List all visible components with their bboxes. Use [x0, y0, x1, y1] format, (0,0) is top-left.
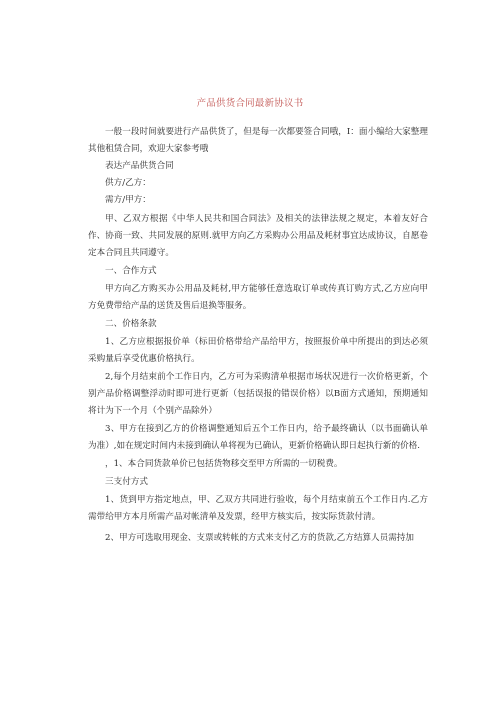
price-clause-4: ，1、本合同货款单价已包括货物移交至甲方所需的一切税费。: [105, 459, 343, 469]
section-heading-cooperation: 一、合作方式: [105, 266, 157, 276]
buyer-party-line: 需方/甲方：: [105, 195, 151, 205]
intro-paragraph: 一般一段时间就要进行产品供货了，但是每一次都要签合同哦，I：面小编给大家整理其他租赁合同，欢迎大家参考哦: [88, 127, 428, 154]
heading-contract-name: 表达产品供货合同: [105, 161, 174, 171]
section-heading-payment: 三支付方式: [105, 477, 148, 487]
supplier-party-line: 供方/乙方：: [105, 178, 151, 188]
preamble-paragraph: 甲、乙双方根据《中华人民共和国合同法》及相关的法律法规之规定，本着友好合作、协商一致、共同发展的原则.就甲方向乙方采购办公用品及耗材事宜达成协议，自愿卷定本合同且共同遵守。: [88, 214, 428, 258]
price-clause-3: 3、甲方在接到乙方的价格调整通知后五个工作日内，给予最终确认（以书面确认单为准）,如在规定时间内未接到确认单将视为已确认，更新价格确认即日起执行新的价格.: [88, 424, 428, 451]
payment-clause-2: 2、甲方可选取用现金、支票或转帐的方式来支付乙方的货款,乙方结算人员需持加: [105, 533, 414, 543]
section-heading-price: 二、价格条款: [105, 319, 157, 329]
payment-clause-1: 1、货到甲方指定地点，甲、乙双方共同进行验收，每个月结束前五个工作日内.乙方需带给甲方本月所需产品对帐清单及发票，经甲方核实后，按实际货款付清。: [88, 495, 428, 522]
document-title: 产品供货合同最新协议书: [196, 98, 304, 109]
price-clause-1: 1、乙方应根据报价单（标田价格带给产品给甲方，按照报价单中所提出的到达必须采购量后享受优惠价格执行。: [88, 337, 428, 364]
price-clause-2: 2,每个月结束前个工作日内，乙方可为采购清单根据市场状况进行一次价格更新，个别产品价格调整浮动时即可进行更新（包括误报的错误价格）以B面方式通知，预期通知将计为下一个月（个别产品除外）: [88, 372, 428, 416]
cooperation-paragraph: 甲方向乙方购买办公用品及耗材,甲方能够任意选取订单或传真订购方式,乙方应向甲方免费带给产品的送货及售后退换等服务。: [88, 284, 428, 311]
